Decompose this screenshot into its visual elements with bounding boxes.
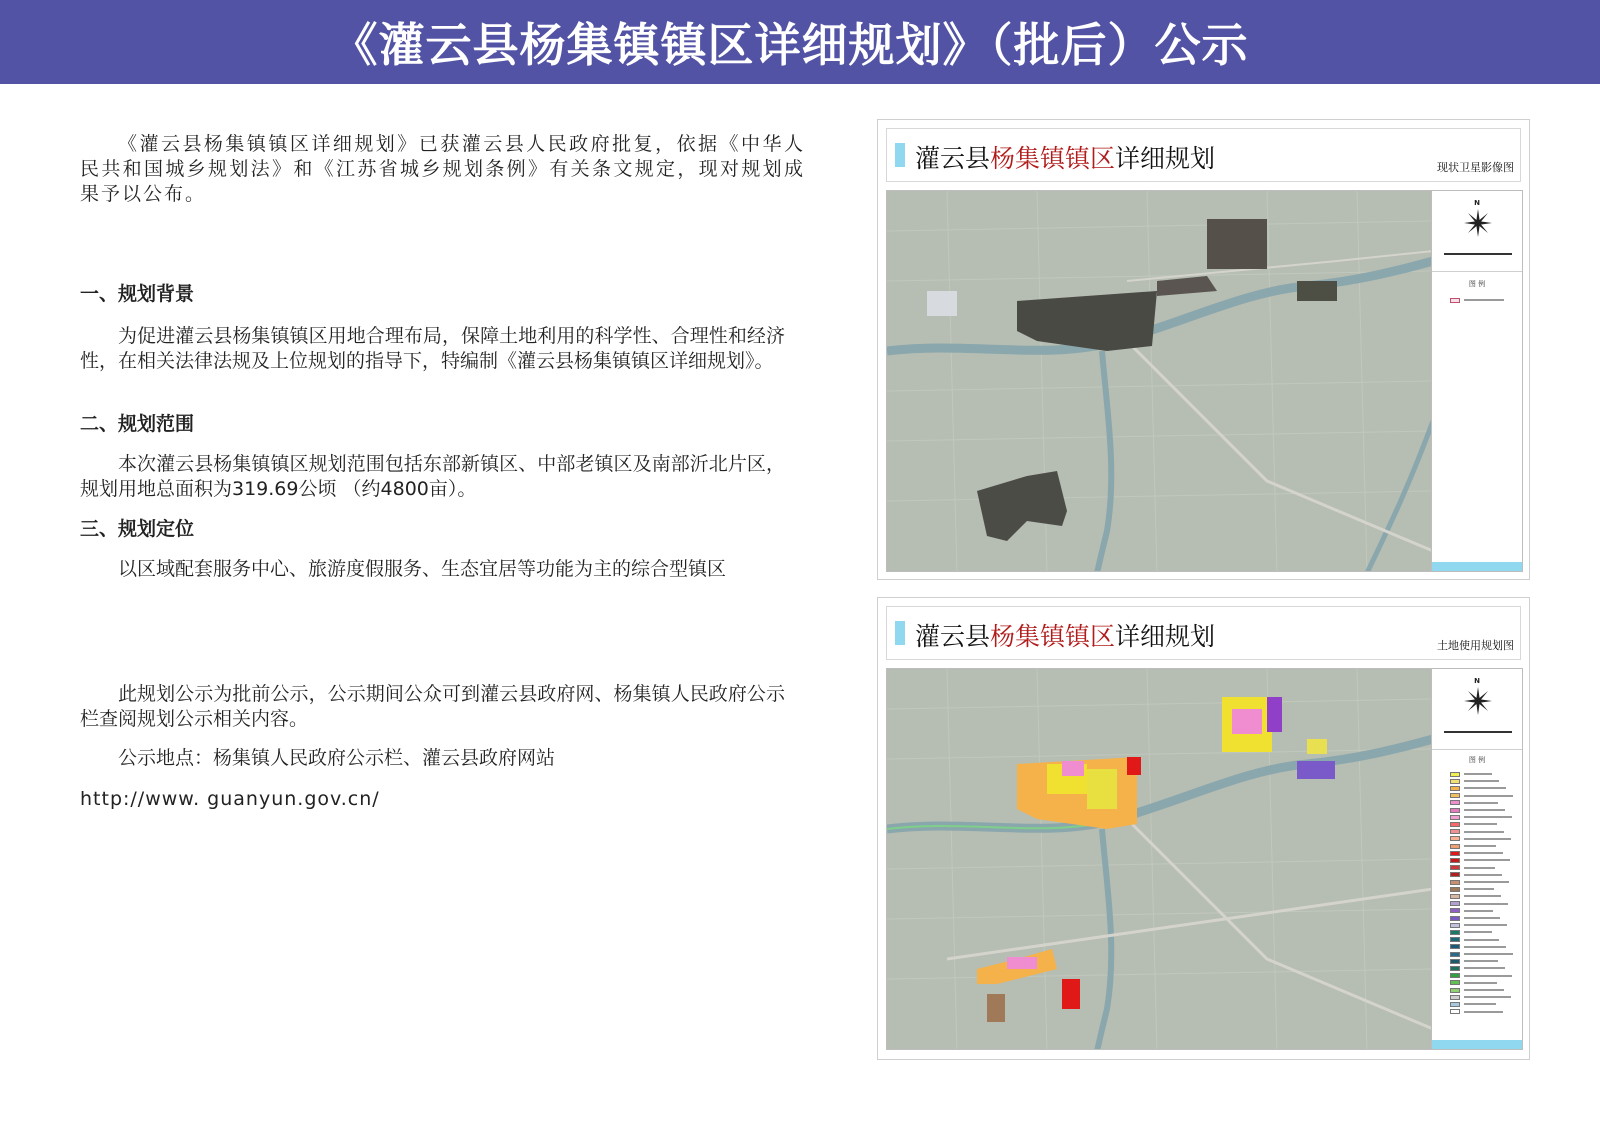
map-panel-satellite bbox=[877, 119, 1530, 580]
scale-bar bbox=[1444, 253, 1512, 255]
legend-title: 图 例 bbox=[1468, 756, 1486, 764]
legend-title: 图 例 bbox=[1468, 280, 1486, 288]
section-text-background: 为促进灌云县杨集镇镇区用地合理布局，保障土地利用的科学性、合理性和经济性，在相关法律法规及上位规划的指导下，特编制《灌云县杨集镇镇区详细规划》。 bbox=[80, 325, 785, 372]
legend-item bbox=[1450, 836, 1511, 842]
legend-item bbox=[1450, 922, 1507, 928]
map-header bbox=[886, 606, 1521, 660]
map-subtitle: 现状卫星影像图 bbox=[1437, 161, 1514, 174]
legend-item bbox=[1450, 886, 1494, 892]
notice-paragraph: 此规划公示为批前公示，公示期间公众可到灌云县政府网、杨集镇人民政府公示栏查阅规划公示相关内容。 bbox=[80, 683, 785, 730]
header-accent-bar bbox=[895, 621, 905, 645]
title-banner bbox=[0, 0, 1600, 84]
website-link[interactable]: http://www. guanyun.gov.cn/ bbox=[80, 788, 380, 810]
legend-item bbox=[1450, 980, 1497, 986]
legend-item bbox=[1450, 778, 1499, 784]
land-use-map-image bbox=[886, 668, 1432, 1050]
compass-north-label: N bbox=[1474, 199, 1480, 207]
map-header bbox=[886, 128, 1521, 182]
legend-item bbox=[1450, 800, 1498, 806]
legend-item bbox=[1450, 785, 1506, 791]
legend-item bbox=[1450, 843, 1496, 849]
legend-item bbox=[1450, 973, 1512, 979]
legend-accent-bar bbox=[1432, 562, 1522, 571]
map-subtitle: 土地使用规划图 bbox=[1437, 639, 1514, 652]
intro-paragraph: 《灌云县杨集镇镇区详细规划》已获灌云县人民政府批复，依据《中华人民共和国城乡规划法》和《江苏省城乡规划条例》有关条文规定，现对规划成果予以公布。 bbox=[80, 133, 805, 205]
section-heading-scope: 二、规划范围 bbox=[80, 413, 195, 435]
legend-item bbox=[1450, 857, 1510, 863]
legend-item bbox=[1450, 1009, 1503, 1015]
legend-item bbox=[1450, 872, 1502, 878]
legend-item bbox=[1450, 901, 1508, 907]
legend-item bbox=[1450, 929, 1492, 935]
section-heading-positioning: 三、规划定位 bbox=[80, 518, 195, 540]
map-title: 灌云县杨集镇镇区详细规划 bbox=[915, 622, 1216, 651]
legend-item bbox=[1450, 915, 1500, 921]
legend-item bbox=[1450, 937, 1499, 943]
section-text-positioning: 以区域配套服务中心、旅游度假服务、生态宜居等功能为主的综合型镇区 bbox=[118, 558, 727, 580]
legend-item bbox=[1450, 951, 1513, 957]
section-heading-background: 一、规划背景 bbox=[80, 283, 195, 305]
legend-item bbox=[1450, 908, 1493, 914]
legend-item bbox=[1450, 994, 1511, 1000]
map-title: 灌云县杨集镇镇区详细规划 bbox=[915, 144, 1216, 173]
legend-item bbox=[1450, 297, 1504, 303]
legend-item bbox=[1450, 958, 1498, 964]
legend-accent-bar bbox=[1432, 1040, 1522, 1049]
location-paragraph: 公示地点：杨集镇人民政府公示栏、灌云县政府网站 bbox=[118, 747, 556, 769]
legend-item bbox=[1450, 944, 1506, 950]
legend-item bbox=[1450, 1001, 1496, 1007]
header-accent-bar bbox=[895, 143, 905, 167]
map-legend bbox=[1432, 190, 1523, 572]
scale-bar bbox=[1444, 731, 1512, 733]
map-panel-land-use bbox=[877, 597, 1530, 1060]
legend-item bbox=[1450, 814, 1512, 820]
page-title: 《灌云县杨集镇镇区详细规划》（批后）公示 bbox=[331, 18, 1249, 72]
legend-item bbox=[1450, 771, 1492, 777]
legend-item bbox=[1450, 850, 1503, 856]
map-legend bbox=[1432, 668, 1523, 1050]
legend-item bbox=[1450, 879, 1509, 885]
compass-rose-icon bbox=[1464, 687, 1492, 715]
compass-north-label: N bbox=[1474, 677, 1480, 685]
legend-item bbox=[1450, 865, 1495, 871]
compass-rose-icon bbox=[1464, 209, 1492, 237]
legend-item bbox=[1450, 807, 1505, 813]
legend-item bbox=[1450, 793, 1513, 799]
section-text-scope: 本次灌云县杨集镇镇区规划范围包括东部新镇区、中部老镇区及南部沂北片区，规划用地总面积为319.69公顷 （约4800亩）。 bbox=[80, 453, 785, 500]
legend-item bbox=[1450, 829, 1504, 835]
legend-item bbox=[1450, 965, 1505, 971]
satellite-map-image bbox=[886, 190, 1432, 572]
legend-item bbox=[1450, 987, 1504, 993]
legend-item bbox=[1450, 821, 1497, 827]
legend-item bbox=[1450, 893, 1501, 899]
